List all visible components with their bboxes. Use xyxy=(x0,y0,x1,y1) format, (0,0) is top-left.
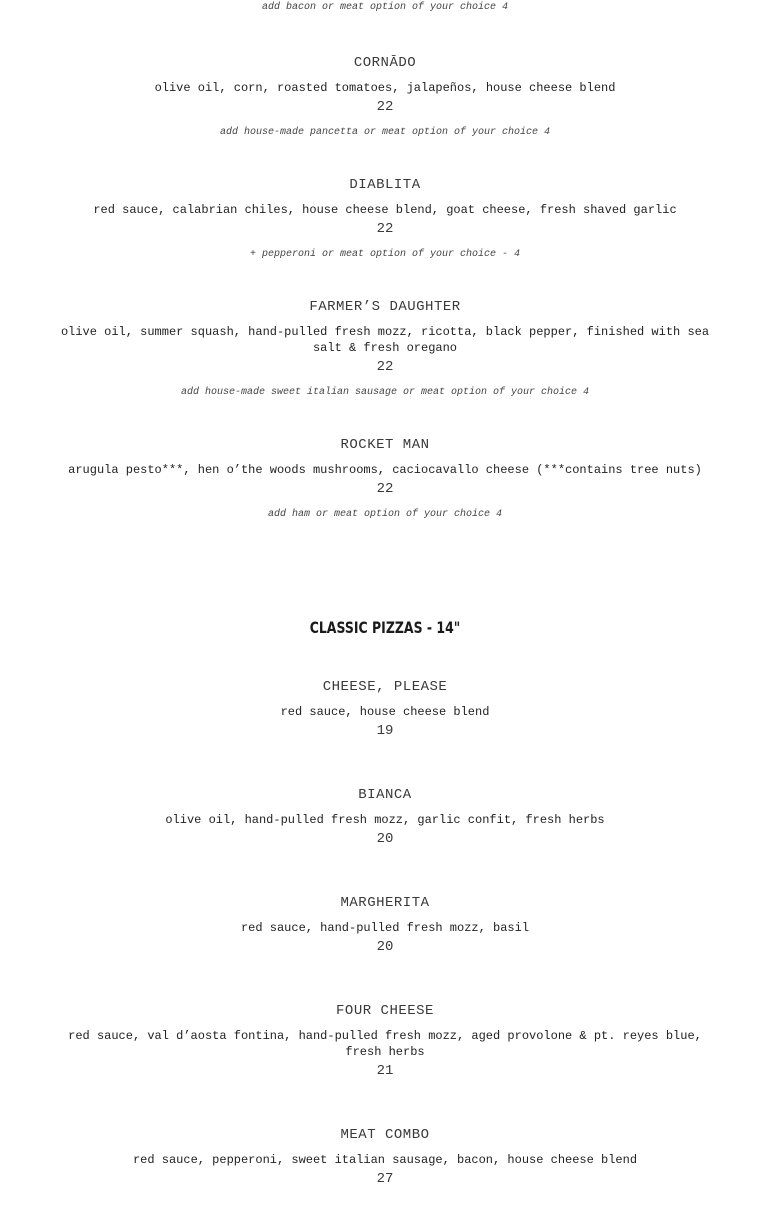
item-name: MARGHERITA xyxy=(340,895,430,911)
item-description: red sauce, val d’aosta fontina, hand-pulled fresh mozz, aged provolone & pt. reyes blue, fresh herbs xyxy=(68,1029,702,1059)
menu-item-cornado xyxy=(0,54,770,140)
item-description: red sauce, calabrian chiles, house cheese blend, goat cheese, fresh shaved garlic xyxy=(93,203,677,217)
menu-item-four-cheese xyxy=(0,1002,770,1080)
item-addon-note: + pepperoni or meat option of your choice - 4 xyxy=(249,249,521,260)
item-price: 22 xyxy=(376,99,394,115)
item-addon-note: add ham or meat option of your choice 4 xyxy=(267,509,503,520)
item-name: DIABLITA xyxy=(349,177,421,193)
menu-item-meat-combo xyxy=(0,1126,770,1188)
item-description: arugula pesto***, hen o’the woods mushrooms, caciocavallo cheese (***contains tree nuts) xyxy=(68,463,702,477)
item-price: 21 xyxy=(376,1063,394,1079)
item-name: CORNĀDO xyxy=(353,55,417,71)
item-price: 20 xyxy=(376,831,394,847)
menu-item-margherita xyxy=(0,894,770,956)
section-heading-classic-pizzas: CLASSIC PIZZAS - 14" xyxy=(309,618,461,637)
item-price: 20 xyxy=(376,939,394,955)
item-name: MEAT COMBO xyxy=(340,1127,430,1143)
item-description: red sauce, pepperoni, sweet italian sausage, bacon, house cheese blend xyxy=(132,1153,638,1167)
item-addon-note: add bacon or meat option of your choice 4 xyxy=(261,2,509,13)
item-addon-note: add house-made pancetta or meat option of your choice 4 xyxy=(219,127,551,138)
item-name: FOUR CHEESE xyxy=(336,1003,434,1019)
item-price: 19 xyxy=(376,723,394,739)
item-name: BIANCA xyxy=(358,787,412,803)
item-price: 22 xyxy=(376,221,394,237)
menu-item-farmers-daughter xyxy=(0,298,770,400)
menu-item-diablita xyxy=(0,176,770,262)
item-price: 22 xyxy=(376,359,394,375)
item-name: CHEESE, PLEASE xyxy=(322,679,448,695)
item-description: olive oil, corn, roasted tomatoes, jalapeños, house cheese blend xyxy=(154,81,616,95)
item-description: olive oil, hand-pulled fresh mozz, garlic confit, fresh herbs xyxy=(165,813,605,827)
item-description: red sauce, hand-pulled fresh mozz, basil xyxy=(240,921,530,935)
item-description: red sauce, house cheese blend xyxy=(280,705,490,719)
item-price: 22 xyxy=(376,481,394,497)
menu-item-bianca xyxy=(0,786,770,848)
item-description: olive oil, summer squash, hand-pulled fresh mozz, ricotta, black pepper, finished with sea salt & fresh oregano xyxy=(60,325,710,355)
item-name: ROCKET MAN xyxy=(340,437,430,453)
item-price: 27 xyxy=(376,1171,394,1187)
item-name: FARMER’S DAUGHTER xyxy=(309,299,461,315)
menu-item-cheese-please xyxy=(0,678,770,740)
item-addon-note: add house-made sweet italian sausage or meat option of your choice 4 xyxy=(180,387,590,398)
menu-item-rocket-man xyxy=(0,436,770,522)
